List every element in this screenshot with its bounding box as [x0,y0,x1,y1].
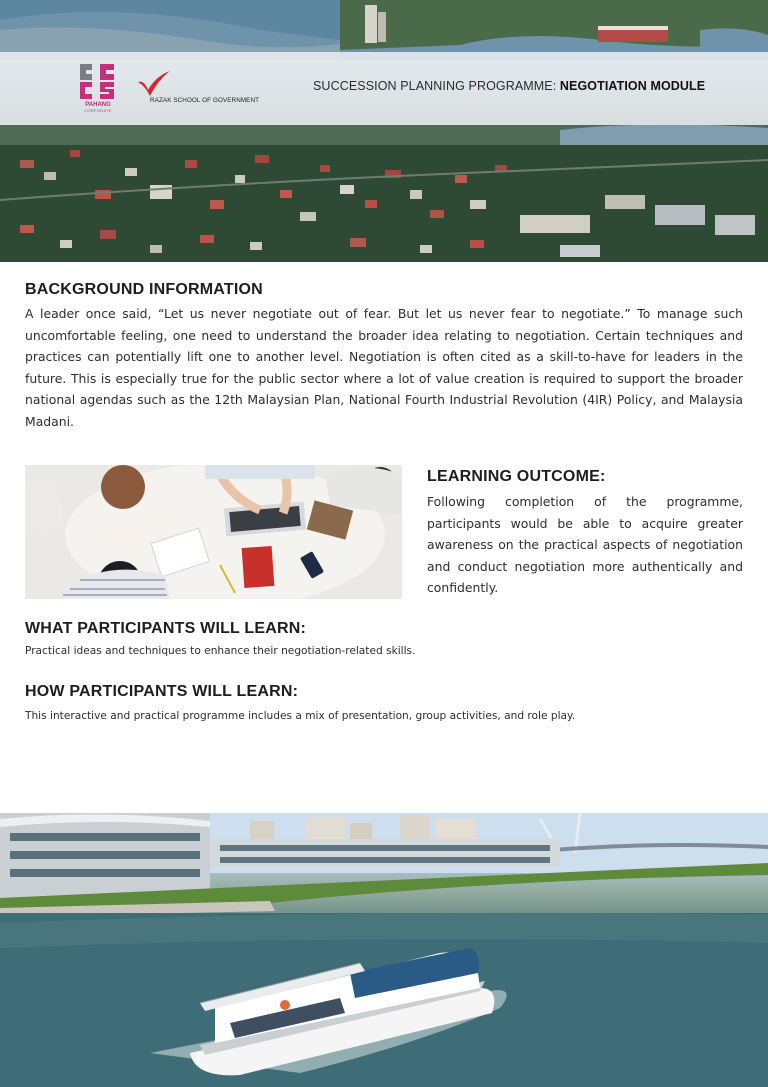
pahang-corporate-logo [78,62,118,114]
programme-title-prefix: SUCCESSION PLANNING PROGRAMME: [313,79,560,93]
what-learn-text: Practical ideas and techniques to enhance their negotiation-related skills. [25,645,416,657]
learning-outcome-heading: LEARNING OUTCOME: [427,468,606,485]
razak-logo-text: RAZAK SCHOOL OF GOVERNMENT [150,97,260,104]
study-group-photo [25,465,402,599]
background-paragraph: A leader once said, “Let us never negotiate out of fear. But let us never fear to negotiate.” To manage such uncomfortable feeling, one need to understand the broader idea relating to negotiation. Certain techniques and practices can potentially lift one to another level. Negotiation is often cited as a skill-to-have for leaders in the future. This is especially true for the public sector where a lot of value creation is required to support the broader national agendas such as the 12th Malaysian Plan, National Fourth Industrial Revolution (4IR) Policy, and Malaysia Madani. [25,306,743,429]
river-ferry-photo [0,813,768,1087]
study-table-illustration [25,465,402,599]
how-learn-heading: HOW PARTICIPANTS WILL LEARN: [25,683,299,700]
pcs-logo-icon [78,62,118,100]
programme-title [313,79,705,93]
razak-tick-icon [136,70,176,98]
programme-title-emphasis: NEGOTIATION MODULE [559,79,706,93]
header-banner [0,52,768,125]
header-aerial-photo [0,0,768,262]
pcs-logo-text-line1: PAHANG [85,102,111,108]
razak-school-logo [136,70,266,110]
river-ferry-illustration [0,813,768,1087]
learning-outcome-paragraph: Following completion of the programme, participants would be able to acquire greater awareness on the practical aspects of negotiation and conduct negotiation more authentically and confidently. [427,494,743,596]
aerial-town-illustration [0,0,768,262]
pcs-logo-text-line2: CORPORATE [84,108,112,113]
what-learn-heading: WHAT PARTICIPANTS WILL LEARN: [25,620,307,637]
background-heading: BACKGROUND INFORMATION [25,281,263,298]
how-learn-text: This interactive and practical programme includes a mix of presentation, group activities, and role play. [25,710,576,722]
